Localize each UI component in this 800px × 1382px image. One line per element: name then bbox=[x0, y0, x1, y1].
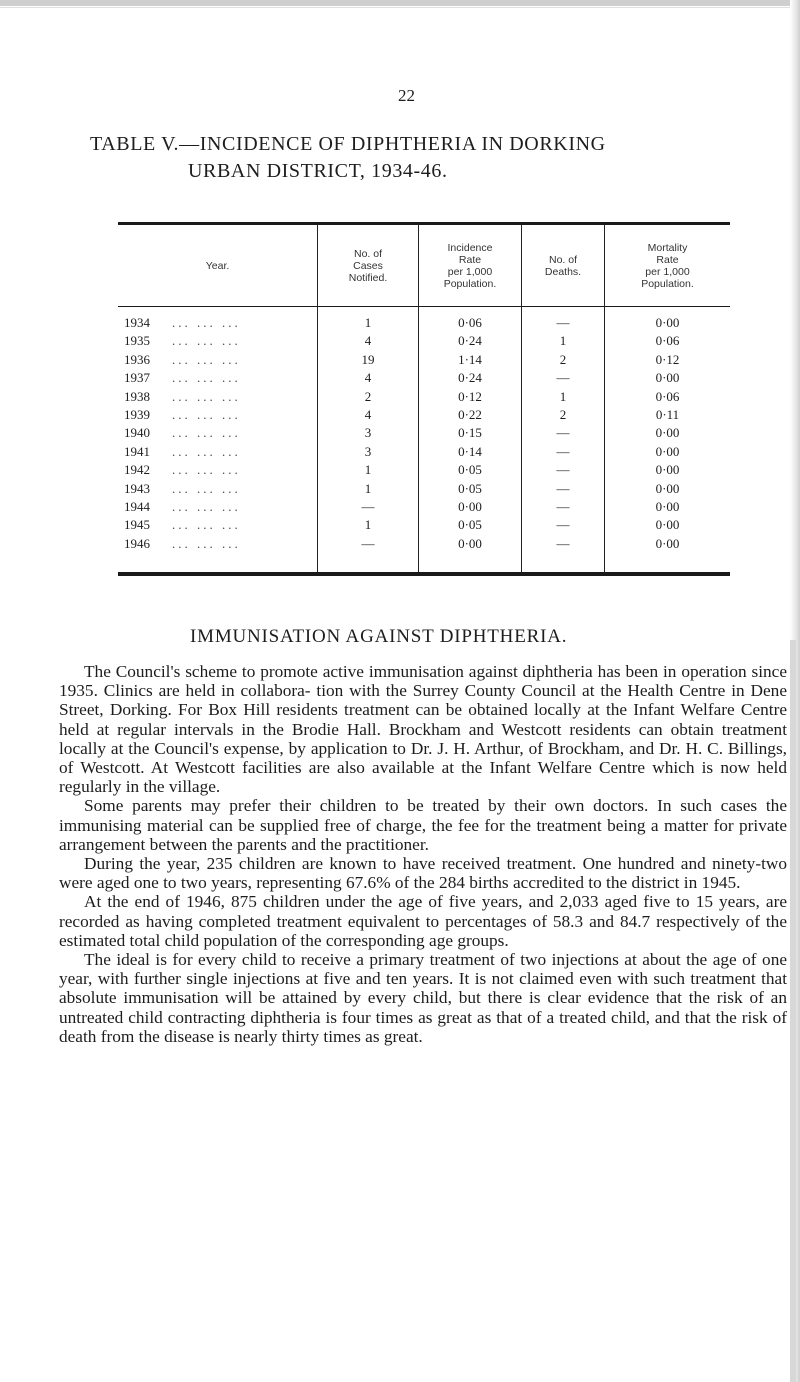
deaths-cell: — bbox=[556, 425, 570, 441]
cases-cell: 3 bbox=[364, 443, 372, 459]
mortality-cell: 0·00 bbox=[655, 315, 680, 330]
cases-cell: — bbox=[361, 535, 375, 551]
deaths-cell: 2 bbox=[559, 406, 567, 422]
section-heading: IMMUNISATION AGAINST DIPHTHERIA. bbox=[190, 626, 568, 647]
table-body bbox=[118, 314, 730, 553]
mortality-cell: 0·06 bbox=[655, 333, 680, 349]
table-row bbox=[118, 332, 730, 350]
year-cell bbox=[124, 480, 314, 498]
leader-dots: ... ... ... bbox=[172, 443, 241, 459]
header-year: Year. bbox=[205, 259, 230, 272]
incidence-cell: 1·14 bbox=[458, 351, 482, 367]
paragraph: The Council's scheme to promote active immunisation against diphtheria has been in operation since 1935. Clinics are held in collabora- tion with the Surrey County Council at the Health Centre in Dene Street, Dorking. For Box Hill residents treatment can be obtained locally at the Infant Welfare Centre held at regular intervals in the Brodie Hall. Brockham and Westcott residents can obtain treatment locally at the Council's expense, by application to Dr. J. H. Arthur, of Brockham, and Dr. H. C. Billings, of Westcott. At Westcott facilities are also available at the Infant Welfare Centre which is now held regularly in the village. bbox=[59, 662, 787, 797]
leader-dots: ... ... ... bbox=[172, 498, 241, 514]
leader-dots: ... ... ... bbox=[172, 406, 241, 422]
scan-top-edge bbox=[0, 0, 800, 6]
mortality-cell: 0·00 bbox=[655, 535, 680, 551]
table-row bbox=[118, 516, 730, 534]
cases-cell: 1 bbox=[364, 315, 372, 330]
paragraph: Some parents may prefer their children to be treated by their own doctors. In such cases the immunising material can be supplied free of charge, the fee for the treatment being a matter for private arrangement between the parents and the practitioner. bbox=[59, 796, 787, 854]
year-value: 1941 bbox=[124, 443, 150, 459]
mortality-cell: 0·00 bbox=[655, 462, 680, 478]
incidence-cell: 0·05 bbox=[458, 480, 482, 496]
table-row bbox=[118, 461, 730, 479]
incidence-cell: 0·00 bbox=[458, 535, 482, 551]
table-header-rule bbox=[118, 306, 730, 307]
leader-dots: ... ... ... bbox=[172, 480, 241, 496]
year-cell bbox=[124, 369, 314, 387]
table-row bbox=[118, 535, 730, 553]
scan-top-edge-line bbox=[0, 7, 800, 8]
year-value: 1942 bbox=[124, 462, 150, 478]
year-value: 1936 bbox=[124, 351, 150, 367]
header-cases: No. of Cases Notified. bbox=[348, 247, 388, 284]
leader-dots: ... ... ... bbox=[172, 535, 241, 551]
deaths-cell: — bbox=[556, 315, 570, 330]
leader-dots: ... ... ... bbox=[172, 315, 241, 330]
cases-cell: 2 bbox=[364, 388, 372, 404]
year-value: 1944 bbox=[124, 498, 150, 514]
deaths-cell: 1 bbox=[559, 388, 567, 404]
incidence-cell: 0·05 bbox=[458, 462, 482, 478]
table-row bbox=[118, 498, 730, 516]
paragraph: The ideal is for every child to receive a primary treatment of two injections at about the age of one year, with further single injections at five and ten years. It is not claimed even with such treatment that absolute immunisation will be attained by every child, but there is clear evidence that the risk of an untreated child contracting diphtheria is four times as great as that of a treated child, and that the risk of death from the disease is nearly thirty times as great. bbox=[59, 950, 787, 1046]
table-row bbox=[118, 369, 730, 387]
year-cell bbox=[124, 351, 314, 369]
cases-cell: 1 bbox=[364, 517, 372, 533]
incidence-cell: 0·15 bbox=[458, 425, 482, 441]
incidence-cell: 0·05 bbox=[458, 517, 482, 533]
deaths-cell: — bbox=[556, 443, 570, 459]
mortality-cell: 0·00 bbox=[655, 498, 680, 514]
table-title-line-1: TABLE V.—INCIDENCE OF DIPHTHERIA IN DORKING bbox=[90, 133, 606, 155]
incidence-cell: 0·22 bbox=[458, 406, 482, 422]
deaths-cell: — bbox=[556, 462, 570, 478]
year-cell bbox=[124, 535, 314, 553]
incidence-cell: 0·14 bbox=[458, 443, 482, 459]
incidence-cell: 0·00 bbox=[458, 498, 482, 514]
leader-dots: ... ... ... bbox=[172, 370, 241, 386]
body-text bbox=[59, 662, 787, 1046]
year-cell bbox=[124, 424, 314, 442]
leader-dots: ... ... ... bbox=[172, 425, 241, 441]
year-cell bbox=[124, 314, 314, 332]
mortality-cell: 0·11 bbox=[655, 406, 680, 422]
year-value: 1938 bbox=[124, 388, 150, 404]
paragraph: During the year, 235 children are known to have received treatment. One hundred and ninety-two were aged one to two years, representing 67.6% of the 284 births accredited to the district in 1945. bbox=[59, 854, 787, 893]
table-row bbox=[118, 314, 730, 332]
deaths-cell: — bbox=[556, 517, 570, 533]
year-cell bbox=[124, 443, 314, 461]
table-row bbox=[118, 480, 730, 498]
cases-cell: 3 bbox=[364, 425, 372, 441]
incidence-cell: 0·24 bbox=[458, 333, 482, 349]
page-number: 22 bbox=[398, 86, 415, 105]
header-incidence: Incidence Rate per 1,000 Population. bbox=[443, 241, 497, 290]
table-bottom-rule bbox=[118, 572, 730, 576]
cases-cell: 4 bbox=[364, 406, 372, 422]
paragraph: At the end of 1946, 875 children under the age of five years, and 2,033 aged five to 15 years, are recorded as having completed treatment equivalent to percentages of 58.3 and 84.7 respectively of the estimated total child population of the corresponding age groups. bbox=[59, 892, 787, 950]
year-value: 1937 bbox=[124, 370, 150, 386]
table-row bbox=[118, 351, 730, 369]
year-value: 1943 bbox=[124, 480, 150, 496]
cases-cell: 4 bbox=[364, 370, 372, 386]
incidence-cell: 0·06 bbox=[458, 315, 482, 330]
year-cell bbox=[124, 461, 314, 479]
leader-dots: ... ... ... bbox=[172, 517, 241, 533]
incidence-cell: 0·12 bbox=[458, 388, 482, 404]
year-value: 1945 bbox=[124, 517, 150, 533]
table-row bbox=[118, 424, 730, 442]
table-row bbox=[118, 443, 730, 461]
year-cell bbox=[124, 498, 314, 516]
cases-cell: 1 bbox=[364, 462, 372, 478]
mortality-cell: 0·06 bbox=[655, 388, 680, 404]
mortality-cell: 0·00 bbox=[655, 517, 680, 533]
leader-dots: ... ... ... bbox=[172, 462, 241, 478]
cases-cell: — bbox=[361, 498, 375, 514]
header-mortality: Mortality Rate per 1,000 Population. bbox=[641, 241, 694, 290]
diphtheria-table bbox=[118, 222, 730, 577]
mortality-cell: 0·12 bbox=[655, 351, 680, 367]
year-value: 1946 bbox=[124, 535, 150, 551]
cases-cell: 19 bbox=[361, 351, 375, 367]
year-cell bbox=[124, 516, 314, 534]
year-value: 1939 bbox=[124, 406, 150, 422]
deaths-cell: 2 bbox=[559, 351, 567, 367]
year-value: 1934 bbox=[124, 315, 150, 330]
leader-dots: ... ... ... bbox=[172, 388, 241, 404]
table-row bbox=[118, 406, 730, 424]
table-row bbox=[118, 388, 730, 406]
mortality-cell: 0·00 bbox=[655, 425, 680, 441]
mortality-cell: 0·00 bbox=[655, 443, 680, 459]
table-title bbox=[90, 131, 750, 185]
cases-cell: 1 bbox=[364, 480, 372, 496]
header-deaths: No. of Deaths. bbox=[544, 253, 582, 278]
deaths-cell: 1 bbox=[559, 333, 567, 349]
year-value: 1940 bbox=[124, 425, 150, 441]
year-cell bbox=[124, 406, 314, 424]
leader-dots: ... ... ... bbox=[172, 333, 241, 349]
mortality-cell: 0·00 bbox=[655, 370, 680, 386]
table-title-line-2: URBAN DISTRICT, 1934-46. bbox=[188, 160, 448, 182]
cases-cell: 4 bbox=[364, 333, 372, 349]
mortality-cell: 0·00 bbox=[655, 480, 680, 496]
year-cell bbox=[124, 388, 314, 406]
deaths-cell: — bbox=[556, 480, 570, 496]
deaths-cell: — bbox=[556, 370, 570, 386]
incidence-cell: 0·24 bbox=[458, 370, 482, 386]
year-cell bbox=[124, 332, 314, 350]
leader-dots: ... ... ... bbox=[172, 351, 241, 367]
deaths-cell: — bbox=[556, 535, 570, 551]
deaths-cell: — bbox=[556, 498, 570, 514]
year-value: 1935 bbox=[124, 333, 150, 349]
scan-right-shadow bbox=[790, 640, 796, 1382]
